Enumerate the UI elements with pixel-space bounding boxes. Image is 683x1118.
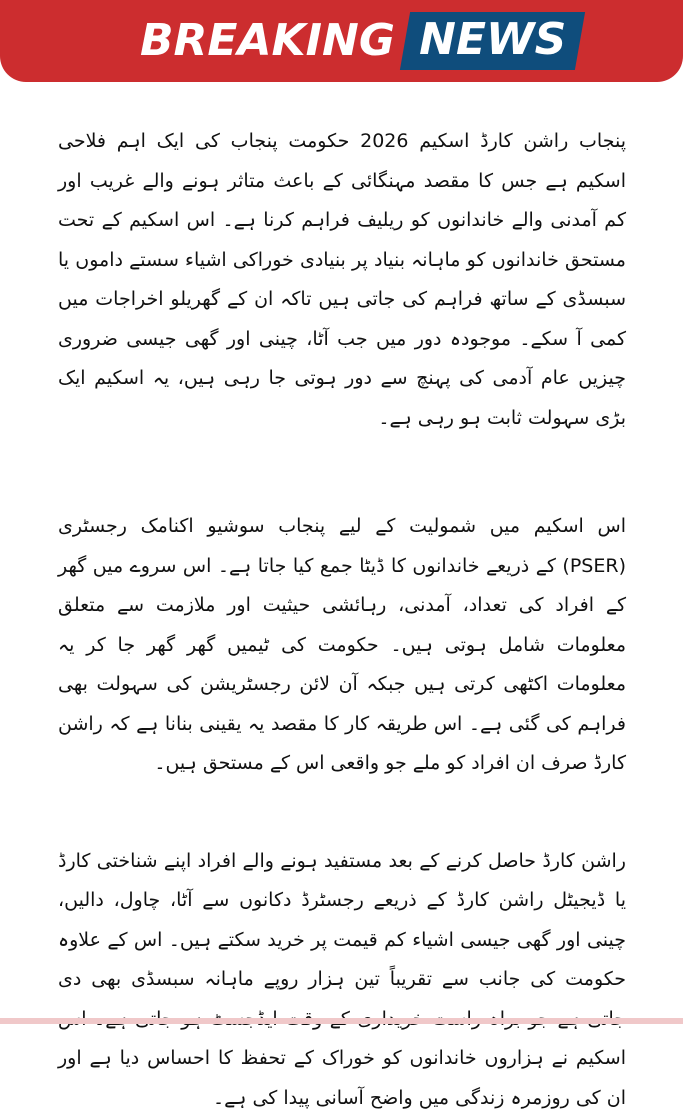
paragraph-spacer	[58, 784, 626, 842]
banner-title-news-badge	[400, 12, 585, 70]
article-paragraph-2: اس اسکیم میں شمولیت کے لیے پنجاب سوشیو اکنامک رجسٹری (PSER) کے ذریعے خاندانوں کا ڈیٹا جمع کیا جاتا ہے۔ اس سروے میں گھر کے افراد کی تعداد، آمدنی، رہائشی حیثیت اور ملازمت سے متعلق معلومات شامل ہوتی ہیں۔ حکومت کی ٹیمیں گھر گھر جا کر یہ معلومات اکٹھی کرتی ہیں جبکہ آن لائن رجسٹریشن کی سہولت بھی فراہم کی گئی ہے۔ اس طریقہ کار کا مقصد یہ یقینی بنانا ہے کہ راشن کارڈ صرف ان افراد کو ملے جو واقعی اس کے مستحق ہیں۔	[58, 507, 626, 784]
banner-title-breaking: BREAKING	[140, 19, 405, 63]
breaking-news-banner	[0, 0, 683, 82]
footer-divider	[0, 1018, 683, 1024]
article-body	[58, 122, 626, 1118]
article-paragraph-1: پنجاب راشن کارڈ اسکیم 2026 حکومت پنجاب کی ایک اہم فلاحی اسکیم ہے جس کا مقصد مہنگائی کے باعث متاثر ہونے والے غریب اور کم آمدنی والے خاندانوں کو ریلیف فراہم کرنا ہے۔ اس اسکیم کے تحت مستحق خاندانوں کو ماہانہ بنیاد پر بنیادی خوراکی اشیاء سستے داموں یا سبسڈی کے ساتھ فراہم کی جاتی ہیں تاکہ ان کے گھریلو اخراجات میں کمی آ سکے۔ موجودہ دور میں جب آٹا، چینی اور گھی جیسی ضروری چیزیں عام آدمی کی پہنچ سے دور ہوتی جا رہی ہیں، یہ اسکیم ایک بڑی سہولت ثابت ہو رہی ہے۔	[58, 122, 626, 438]
banner-title	[140, 10, 580, 72]
banner-title-news: NEWS	[419, 18, 566, 62]
paragraph-spacer	[58, 438, 626, 507]
article-paragraph-3: راشن کارڈ حاصل کرنے کے بعد مستفید ہونے والے افراد اپنے شناختی کارڈ یا ڈیجیٹل راشن کارڈ کے ذریعے رجسٹرڈ دکانوں سے آٹا، چاول، دالیں، چینی اور گھی جیسی اشیاء کم قیمت پر خرید سکتے ہیں۔ اس کے علاوہ حکومت کی جانب سے تقریباً تین ہزار روپے ماہانہ سبسڈی بھی دی اسکیم نے ہزاروں خاندانوں کو خوراک کے تحفظ کا احساس دیا ہے اور ان کی روزمرہ زندگی میں واضح آسانی پیدا کی ہے۔	[58, 842, 626, 1118]
